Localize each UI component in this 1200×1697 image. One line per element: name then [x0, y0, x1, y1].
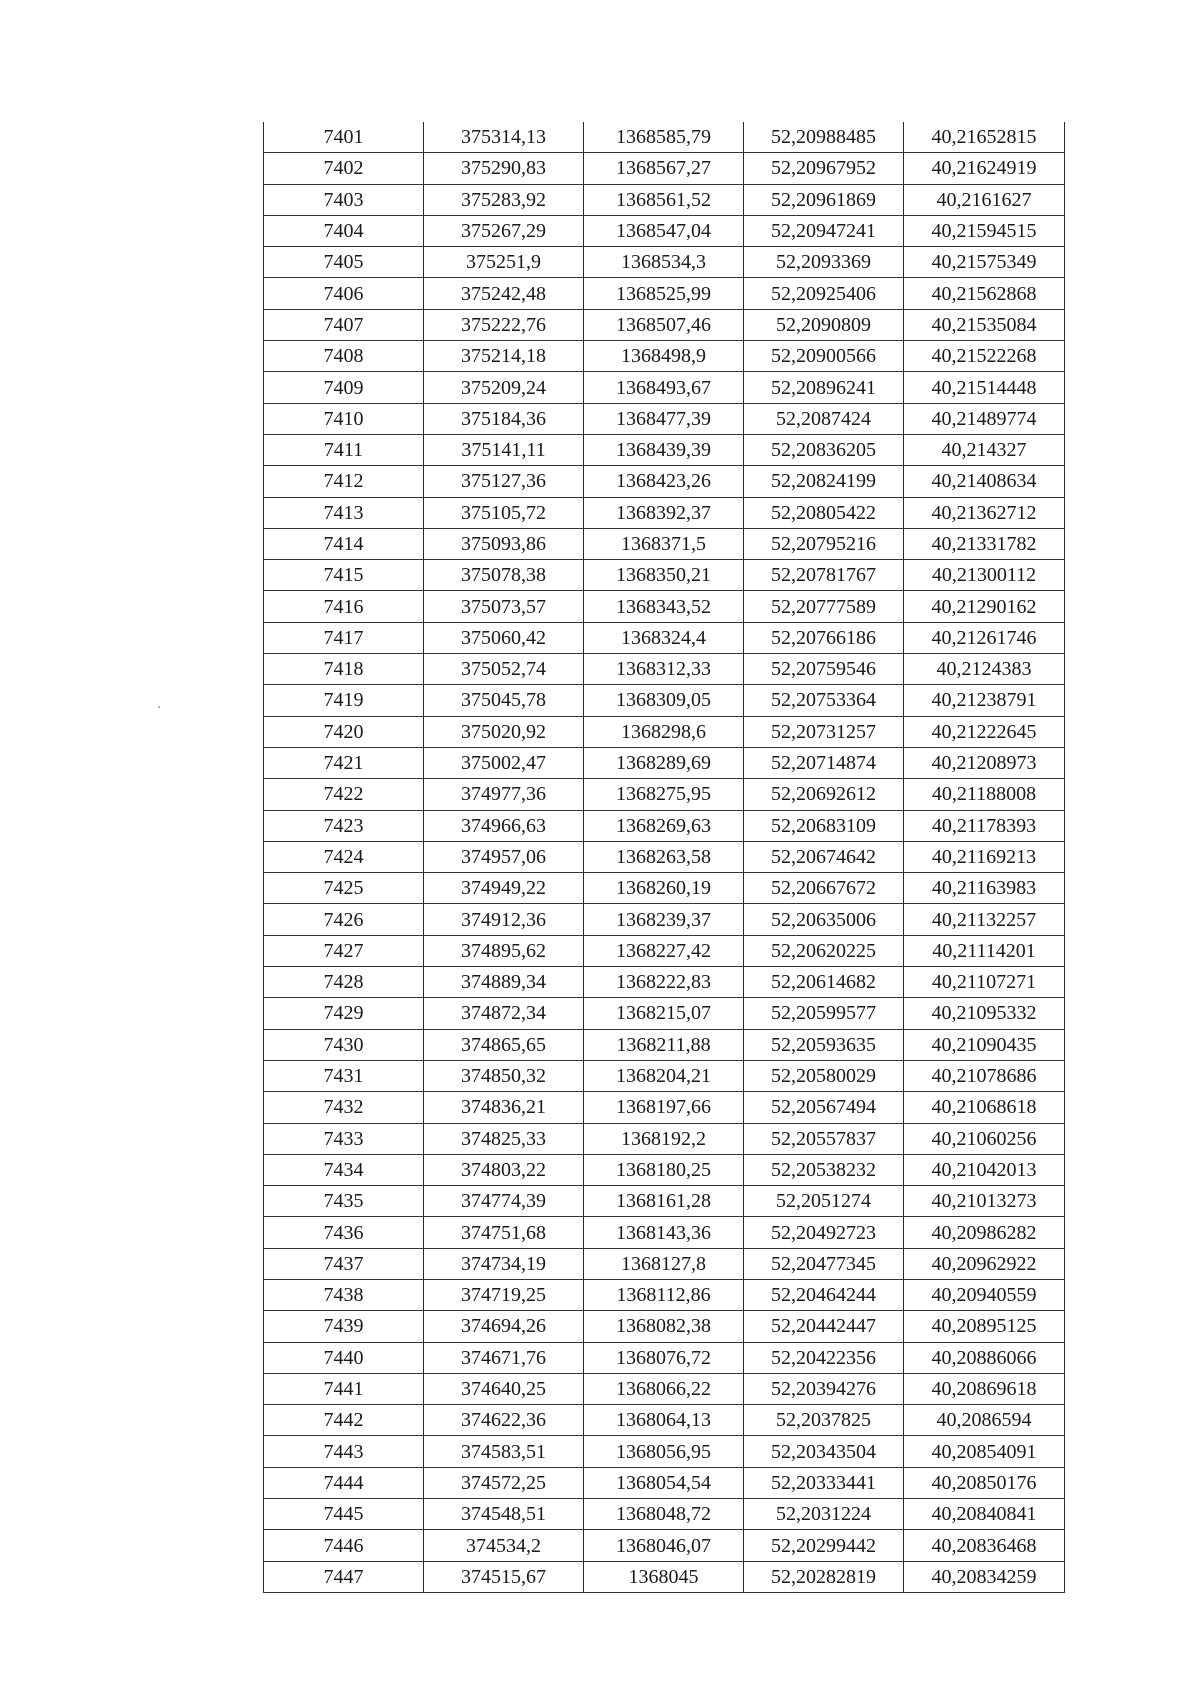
latitude-cell: 52,20394276: [744, 1373, 904, 1404]
table-row: [264, 184, 1065, 215]
y-coordinate-cell: 1368127,8: [584, 1248, 744, 1279]
latitude-cell: 52,20599577: [744, 998, 904, 1029]
y-coordinate-cell: 1368439,39: [584, 434, 744, 465]
point-number-cell: 7425: [264, 873, 424, 904]
y-coordinate-cell: 1368204,21: [584, 1060, 744, 1091]
x-coordinate-cell: 375209,24: [424, 372, 584, 403]
point-number-cell: 7440: [264, 1342, 424, 1373]
longitude-cell: 40,2124383: [904, 654, 1065, 685]
longitude-cell: 40,21261746: [904, 622, 1065, 653]
longitude-cell: 40,21514448: [904, 372, 1065, 403]
point-number-cell: 7421: [264, 747, 424, 778]
table-row: [264, 1311, 1065, 1342]
longitude-cell: 40,21652815: [904, 122, 1065, 153]
x-coordinate-cell: 374774,39: [424, 1186, 584, 1217]
point-number-cell: 7439: [264, 1311, 424, 1342]
longitude-cell: 40,20834259: [904, 1561, 1065, 1592]
longitude-cell: 40,21535084: [904, 309, 1065, 340]
longitude-cell: 40,21208973: [904, 747, 1065, 778]
x-coordinate-cell: 374515,67: [424, 1561, 584, 1592]
longitude-cell: 40,21331782: [904, 528, 1065, 559]
point-number-cell: 7442: [264, 1405, 424, 1436]
y-coordinate-cell: 1368054,54: [584, 1467, 744, 1498]
x-coordinate-cell: 374912,36: [424, 904, 584, 935]
table-row: [264, 497, 1065, 528]
point-number-cell: 7441: [264, 1373, 424, 1404]
latitude-cell: 52,20692612: [744, 779, 904, 810]
longitude-cell: 40,21238791: [904, 685, 1065, 716]
point-number-cell: 7438: [264, 1279, 424, 1310]
table-row: [264, 904, 1065, 935]
longitude-cell: 40,21060256: [904, 1123, 1065, 1154]
latitude-cell: 52,20683109: [744, 810, 904, 841]
point-number-cell: 7411: [264, 434, 424, 465]
x-coordinate-cell: 375105,72: [424, 497, 584, 528]
y-coordinate-cell: 1368192,2: [584, 1123, 744, 1154]
y-coordinate-cell: 1368048,72: [584, 1499, 744, 1530]
x-coordinate-cell: 374719,25: [424, 1279, 584, 1310]
latitude-cell: 52,20766186: [744, 622, 904, 653]
point-number-cell: 7401: [264, 122, 424, 153]
x-coordinate-cell: 374949,22: [424, 873, 584, 904]
longitude-cell: 40,21163983: [904, 873, 1065, 904]
latitude-cell: 52,20580029: [744, 1060, 904, 1091]
y-coordinate-cell: 1368227,42: [584, 935, 744, 966]
table-row: [264, 560, 1065, 591]
point-number-cell: 7403: [264, 184, 424, 215]
y-coordinate-cell: 1368507,46: [584, 309, 744, 340]
y-coordinate-cell: 1368298,6: [584, 716, 744, 747]
point-number-cell: 7428: [264, 967, 424, 998]
point-number-cell: 7436: [264, 1217, 424, 1248]
point-number-cell: 7408: [264, 341, 424, 372]
table-row: [264, 779, 1065, 810]
longitude-cell: 40,21107271: [904, 967, 1065, 998]
table-row: [264, 810, 1065, 841]
table-row: [264, 1436, 1065, 1467]
y-coordinate-cell: 1368561,52: [584, 184, 744, 215]
table-row: [264, 935, 1065, 966]
point-number-cell: 7412: [264, 466, 424, 497]
latitude-cell: 52,20667672: [744, 873, 904, 904]
longitude-cell: 40,20850176: [904, 1467, 1065, 1498]
latitude-cell: 52,20714874: [744, 747, 904, 778]
table-row: [264, 654, 1065, 685]
latitude-cell: 52,20343504: [744, 1436, 904, 1467]
x-coordinate-cell: 374957,06: [424, 841, 584, 872]
x-coordinate-cell: 374872,34: [424, 998, 584, 1029]
y-coordinate-cell: 1368498,9: [584, 341, 744, 372]
table-row: [264, 685, 1065, 716]
x-coordinate-cell: 375290,83: [424, 153, 584, 184]
y-coordinate-cell: 1368066,22: [584, 1373, 744, 1404]
point-number-cell: 7430: [264, 1029, 424, 1060]
x-coordinate-cell: 375020,92: [424, 716, 584, 747]
y-coordinate-cell: 1368477,39: [584, 403, 744, 434]
table-row: [264, 1154, 1065, 1185]
longitude-cell: 40,20962922: [904, 1248, 1065, 1279]
longitude-cell: 40,21013273: [904, 1186, 1065, 1217]
y-coordinate-cell: 1368180,25: [584, 1154, 744, 1185]
table-row: [264, 1092, 1065, 1123]
point-number-cell: 7444: [264, 1467, 424, 1498]
point-number-cell: 7413: [264, 497, 424, 528]
latitude-cell: 52,20557837: [744, 1123, 904, 1154]
x-coordinate-cell: 375222,76: [424, 309, 584, 340]
table-row: [264, 622, 1065, 653]
point-number-cell: 7426: [264, 904, 424, 935]
table-row: [264, 403, 1065, 434]
longitude-cell: 40,21575349: [904, 247, 1065, 278]
latitude-cell: 52,20620225: [744, 935, 904, 966]
point-number-cell: 7409: [264, 372, 424, 403]
longitude-cell: 40,21290162: [904, 591, 1065, 622]
longitude-cell: 40,21522268: [904, 341, 1065, 372]
table-row: [264, 1217, 1065, 1248]
x-coordinate-cell: 374895,62: [424, 935, 584, 966]
table-row: [264, 1060, 1065, 1091]
y-coordinate-cell: 1368239,37: [584, 904, 744, 935]
x-coordinate-cell: 375073,57: [424, 591, 584, 622]
latitude-cell: 52,2090809: [744, 309, 904, 340]
y-coordinate-cell: 1368263,58: [584, 841, 744, 872]
latitude-cell: 52,20333441: [744, 1467, 904, 1498]
longitude-cell: 40,20895125: [904, 1311, 1065, 1342]
point-number-cell: 7434: [264, 1154, 424, 1185]
point-number-cell: 7414: [264, 528, 424, 559]
longitude-cell: 40,21178393: [904, 810, 1065, 841]
y-coordinate-cell: 1368269,63: [584, 810, 744, 841]
y-coordinate-cell: 1368493,67: [584, 372, 744, 403]
point-number-cell: 7419: [264, 685, 424, 716]
y-coordinate-cell: 1368046,07: [584, 1530, 744, 1561]
longitude-cell: 40,20836468: [904, 1530, 1065, 1561]
x-coordinate-cell: 374622,36: [424, 1405, 584, 1436]
latitude-cell: 52,20824199: [744, 466, 904, 497]
longitude-cell: 40,20840841: [904, 1499, 1065, 1530]
y-coordinate-cell: 1368064,13: [584, 1405, 744, 1436]
y-coordinate-cell: 1368289,69: [584, 747, 744, 778]
y-coordinate-cell: 1368423,26: [584, 466, 744, 497]
x-coordinate-cell: 375184,36: [424, 403, 584, 434]
x-coordinate-cell: 375242,48: [424, 278, 584, 309]
y-coordinate-cell: 1368525,99: [584, 278, 744, 309]
y-coordinate-cell: 1368082,38: [584, 1311, 744, 1342]
x-coordinate-cell: 374803,22: [424, 1154, 584, 1185]
latitude-cell: 52,20753364: [744, 685, 904, 716]
table-row: [264, 153, 1065, 184]
latitude-cell: 52,20731257: [744, 716, 904, 747]
point-number-cell: 7402: [264, 153, 424, 184]
latitude-cell: 52,20781767: [744, 560, 904, 591]
point-number-cell: 7420: [264, 716, 424, 747]
latitude-cell: 52,20464244: [744, 1279, 904, 1310]
table-row: [264, 247, 1065, 278]
x-coordinate-cell: 375314,13: [424, 122, 584, 153]
x-coordinate-cell: 374640,25: [424, 1373, 584, 1404]
longitude-cell: 40,21362712: [904, 497, 1065, 528]
x-coordinate-cell: 374889,34: [424, 967, 584, 998]
table-row: [264, 1373, 1065, 1404]
point-number-cell: 7406: [264, 278, 424, 309]
y-coordinate-cell: 1368392,37: [584, 497, 744, 528]
y-coordinate-cell: 1368197,66: [584, 1092, 744, 1123]
x-coordinate-cell: 374836,21: [424, 1092, 584, 1123]
latitude-cell: 52,2031224: [744, 1499, 904, 1530]
x-coordinate-cell: 374534,2: [424, 1530, 584, 1561]
point-number-cell: 7437: [264, 1248, 424, 1279]
table-row: [264, 528, 1065, 559]
x-coordinate-cell: 374825,33: [424, 1123, 584, 1154]
x-coordinate-cell: 374548,51: [424, 1499, 584, 1530]
longitude-cell: 40,20986282: [904, 1217, 1065, 1248]
y-coordinate-cell: 1368371,5: [584, 528, 744, 559]
y-coordinate-cell: 1368056,95: [584, 1436, 744, 1467]
y-coordinate-cell: 1368211,88: [584, 1029, 744, 1060]
latitude-cell: 52,20674642: [744, 841, 904, 872]
longitude-cell: 40,214327: [904, 434, 1065, 465]
table-row: [264, 309, 1065, 340]
table-row: [264, 372, 1065, 403]
point-number-cell: 7446: [264, 1530, 424, 1561]
y-coordinate-cell: 1368343,52: [584, 591, 744, 622]
x-coordinate-cell: 374865,65: [424, 1029, 584, 1060]
point-number-cell: 7415: [264, 560, 424, 591]
table-row: [264, 1342, 1065, 1373]
y-coordinate-cell: 1368534,3: [584, 247, 744, 278]
latitude-cell: 52,20795216: [744, 528, 904, 559]
latitude-cell: 52,20538232: [744, 1154, 904, 1185]
point-number-cell: 7405: [264, 247, 424, 278]
x-coordinate-cell: 375214,18: [424, 341, 584, 372]
table-row: [264, 434, 1065, 465]
point-number-cell: 7407: [264, 309, 424, 340]
x-coordinate-cell: 374671,76: [424, 1342, 584, 1373]
point-number-cell: 7422: [264, 779, 424, 810]
latitude-cell: 52,20477345: [744, 1248, 904, 1279]
latitude-cell: 52,20836205: [744, 434, 904, 465]
table-row: [264, 1123, 1065, 1154]
table-row: [264, 466, 1065, 497]
latitude-cell: 52,20967952: [744, 153, 904, 184]
x-coordinate-cell: 374977,36: [424, 779, 584, 810]
table-row: [264, 1029, 1065, 1060]
latitude-cell: 52,20635006: [744, 904, 904, 935]
table-row: [264, 998, 1065, 1029]
y-coordinate-cell: 1368324,4: [584, 622, 744, 653]
y-coordinate-cell: 1368215,07: [584, 998, 744, 1029]
x-coordinate-cell: 375078,38: [424, 560, 584, 591]
latitude-cell: 52,20593635: [744, 1029, 904, 1060]
x-coordinate-cell: 375127,36: [424, 466, 584, 497]
point-number-cell: 7417: [264, 622, 424, 653]
table-row: [264, 591, 1065, 622]
x-coordinate-cell: 374850,32: [424, 1060, 584, 1091]
latitude-cell: 52,20299442: [744, 1530, 904, 1561]
x-coordinate-cell: 375045,78: [424, 685, 584, 716]
coordinates-table: [263, 122, 1065, 1593]
table-row: [264, 716, 1065, 747]
latitude-cell: 52,20805422: [744, 497, 904, 528]
x-coordinate-cell: 374751,68: [424, 1217, 584, 1248]
x-coordinate-cell: 375267,29: [424, 215, 584, 246]
table-row: [264, 1405, 1065, 1436]
y-coordinate-cell: 1368112,86: [584, 1279, 744, 1310]
coordinates-table-body: [264, 122, 1065, 1592]
x-coordinate-cell: 374583,51: [424, 1436, 584, 1467]
latitude-cell: 52,20492723: [744, 1217, 904, 1248]
table-row: [264, 1467, 1065, 1498]
point-number-cell: 7447: [264, 1561, 424, 1592]
point-number-cell: 7443: [264, 1436, 424, 1467]
y-coordinate-cell: 1368275,95: [584, 779, 744, 810]
longitude-cell: 40,20886066: [904, 1342, 1065, 1373]
latitude-cell: 52,20900566: [744, 341, 904, 372]
latitude-cell: 52,20567494: [744, 1092, 904, 1123]
table-row: [264, 1499, 1065, 1530]
longitude-cell: 40,21408634: [904, 466, 1065, 497]
longitude-cell: 40,2161627: [904, 184, 1065, 215]
y-coordinate-cell: 1368309,05: [584, 685, 744, 716]
point-number-cell: 7433: [264, 1123, 424, 1154]
x-coordinate-cell: 375251,9: [424, 247, 584, 278]
longitude-cell: 40,20940559: [904, 1279, 1065, 1310]
y-coordinate-cell: 1368350,21: [584, 560, 744, 591]
latitude-cell: 52,20777589: [744, 591, 904, 622]
longitude-cell: 40,21594515: [904, 215, 1065, 246]
table-row: [264, 873, 1065, 904]
longitude-cell: 40,21489774: [904, 403, 1065, 434]
latitude-cell: 52,2087424: [744, 403, 904, 434]
longitude-cell: 40,21068618: [904, 1092, 1065, 1123]
latitude-cell: 52,20947241: [744, 215, 904, 246]
x-coordinate-cell: 375141,11: [424, 434, 584, 465]
longitude-cell: 40,21132257: [904, 904, 1065, 935]
point-number-cell: 7445: [264, 1499, 424, 1530]
latitude-cell: 52,20925406: [744, 278, 904, 309]
point-number-cell: 7427: [264, 935, 424, 966]
x-coordinate-cell: 374966,63: [424, 810, 584, 841]
x-coordinate-cell: 375283,92: [424, 184, 584, 215]
table-row: [264, 1279, 1065, 1310]
y-coordinate-cell: 1368076,72: [584, 1342, 744, 1373]
latitude-cell: 52,20961869: [744, 184, 904, 215]
latitude-cell: 52,20988485: [744, 122, 904, 153]
x-coordinate-cell: 374694,26: [424, 1311, 584, 1342]
longitude-cell: 40,20854091: [904, 1436, 1065, 1467]
y-coordinate-cell: 1368222,83: [584, 967, 744, 998]
point-number-cell: 7423: [264, 810, 424, 841]
point-number-cell: 7418: [264, 654, 424, 685]
table-row: [264, 341, 1065, 372]
table-row: [264, 1248, 1065, 1279]
y-coordinate-cell: 1368143,36: [584, 1217, 744, 1248]
latitude-cell: 52,20442447: [744, 1311, 904, 1342]
point-number-cell: 7435: [264, 1186, 424, 1217]
longitude-cell: 40,2086594: [904, 1405, 1065, 1436]
y-coordinate-cell: 1368547,04: [584, 215, 744, 246]
latitude-cell: 52,20614682: [744, 967, 904, 998]
x-coordinate-cell: 375093,86: [424, 528, 584, 559]
y-coordinate-cell: 1368161,28: [584, 1186, 744, 1217]
point-number-cell: 7424: [264, 841, 424, 872]
longitude-cell: 40,21188008: [904, 779, 1065, 810]
longitude-cell: 40,21222645: [904, 716, 1065, 747]
latitude-cell: 52,2037825: [744, 1405, 904, 1436]
y-coordinate-cell: 1368567,27: [584, 153, 744, 184]
latitude-cell: 52,2093369: [744, 247, 904, 278]
x-coordinate-cell: 375002,47: [424, 747, 584, 778]
table-row: [264, 1186, 1065, 1217]
table-row: [264, 122, 1065, 153]
longitude-cell: 40,21090435: [904, 1029, 1065, 1060]
point-number-cell: 7432: [264, 1092, 424, 1123]
latitude-cell: 52,20422356: [744, 1342, 904, 1373]
point-number-cell: 7429: [264, 998, 424, 1029]
longitude-cell: 40,21169213: [904, 841, 1065, 872]
point-number-cell: 7416: [264, 591, 424, 622]
latitude-cell: 52,2051274: [744, 1186, 904, 1217]
latitude-cell: 52,20759546: [744, 654, 904, 685]
x-coordinate-cell: 375060,42: [424, 622, 584, 653]
y-coordinate-cell: 1368260,19: [584, 873, 744, 904]
table-row: [264, 841, 1065, 872]
longitude-cell: 40,21624919: [904, 153, 1065, 184]
y-coordinate-cell: 1368585,79: [584, 122, 744, 153]
y-coordinate-cell: 1368312,33: [584, 654, 744, 685]
longitude-cell: 40,21078686: [904, 1060, 1065, 1091]
x-coordinate-cell: 375052,74: [424, 654, 584, 685]
y-coordinate-cell: 1368045: [584, 1561, 744, 1592]
table-row: [264, 967, 1065, 998]
point-number-cell: 7410: [264, 403, 424, 434]
point-number-cell: 7431: [264, 1060, 424, 1091]
latitude-cell: 52,20282819: [744, 1561, 904, 1592]
table-row: [264, 747, 1065, 778]
table-row: [264, 215, 1065, 246]
longitude-cell: 40,21114201: [904, 935, 1065, 966]
x-coordinate-cell: 374734,19: [424, 1248, 584, 1279]
longitude-cell: 40,20869618: [904, 1373, 1065, 1404]
table-row: [264, 278, 1065, 309]
x-coordinate-cell: 374572,25: [424, 1467, 584, 1498]
longitude-cell: 40,21562868: [904, 278, 1065, 309]
scan-speck: [158, 706, 160, 708]
table-row: [264, 1561, 1065, 1592]
longitude-cell: 40,21095332: [904, 998, 1065, 1029]
longitude-cell: 40,21300112: [904, 560, 1065, 591]
table-row: [264, 1530, 1065, 1561]
point-number-cell: 7404: [264, 215, 424, 246]
longitude-cell: 40,21042013: [904, 1154, 1065, 1185]
latitude-cell: 52,20896241: [744, 372, 904, 403]
